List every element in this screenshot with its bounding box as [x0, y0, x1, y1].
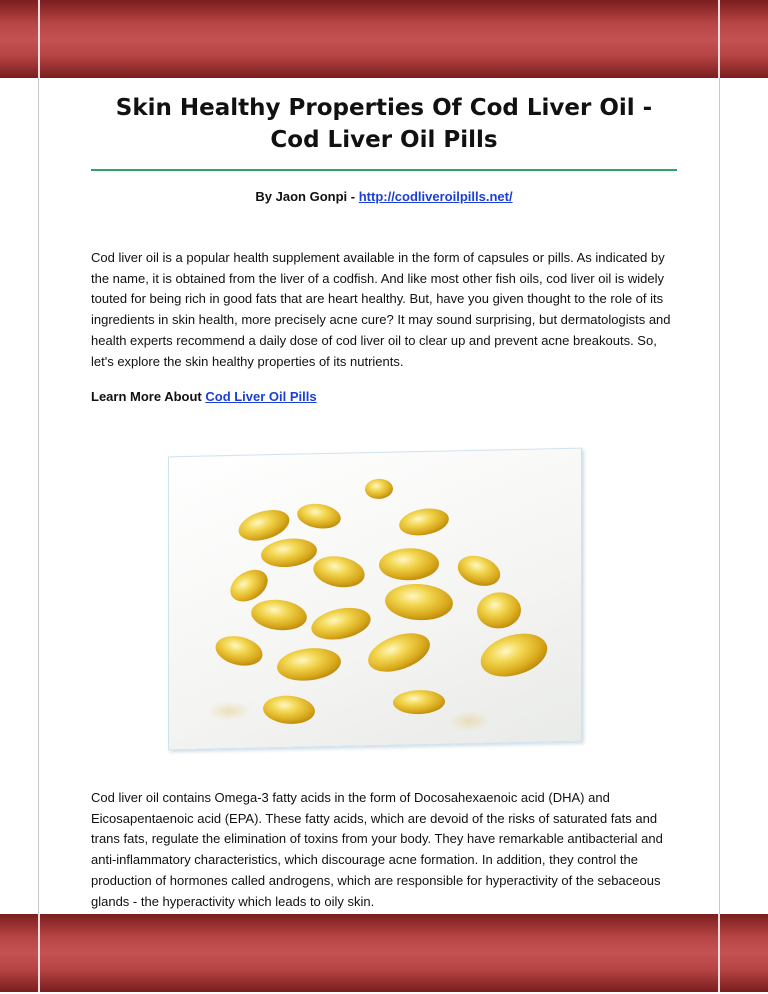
capsules-illustration: [169, 449, 581, 750]
intro-paragraph: Cod liver oil is a popular health supplement available in the form of capsules or pills. As indicated by the name, it is obtained from the liver of a codfish. And like most other fish oils, cod liver oil is widely touted for being rich in good fats that are heart healthy. But, have you given thought to the role of its ingredients in skin health, more precisely acne cure? It may sound surprising, but dermatologists and health experts recommend a daily dose of cod liver oil to clear up and prevent acne breakouts. So, let's explore the skin healthy properties of its nutrients.: [91, 250, 671, 369]
learn-more: [91, 389, 677, 404]
page-edge-right: [719, 78, 720, 914]
page-title: Skin Healthy Properties Of Cod Liver Oil - Cod Liver Oil Pills: [115, 95, 653, 153]
photo-frame: [168, 448, 582, 751]
byline-link[interactable]: http://codliveroilpills.net/: [358, 189, 513, 204]
omega-paragraph: Cod liver oil contains Omega-3 fatty acids in the form of Docosahexaenoic acid (DHA) and Eicosapentaenoic acid (EPA). These fatty acids, which are devoid of the risks of saturated fats and trans fats, regulate the elimination of toxins from your body. They have remarkable antibacterial and anti-inflammatory characteristics, which discourage acne formation. In addition, they control the production of hormones called androgens, which are responsible for hyperactivity of the sebaceous glands - the hyperactivity which leads to oily skin.: [91, 790, 663, 909]
learn-more-link[interactable]: Cod Liver Oil Pills: [205, 389, 317, 405]
learn-more-label: Learn More About: [91, 389, 206, 405]
band-divider-left: [38, 0, 40, 78]
page-edge-left: [38, 78, 39, 914]
capsules-group: [207, 475, 552, 736]
capsules-photo: [168, 452, 580, 744]
footer-band: [0, 914, 768, 992]
footer-divider-right: [718, 914, 720, 992]
byline-author: By Jaon Gonpi -: [255, 189, 359, 204]
byline: [91, 189, 677, 204]
band-divider-right: [718, 0, 720, 78]
footer-divider-left: [38, 914, 40, 992]
header-band: [0, 0, 768, 78]
document-body: [91, 92, 677, 404]
title-rule: [91, 169, 677, 171]
